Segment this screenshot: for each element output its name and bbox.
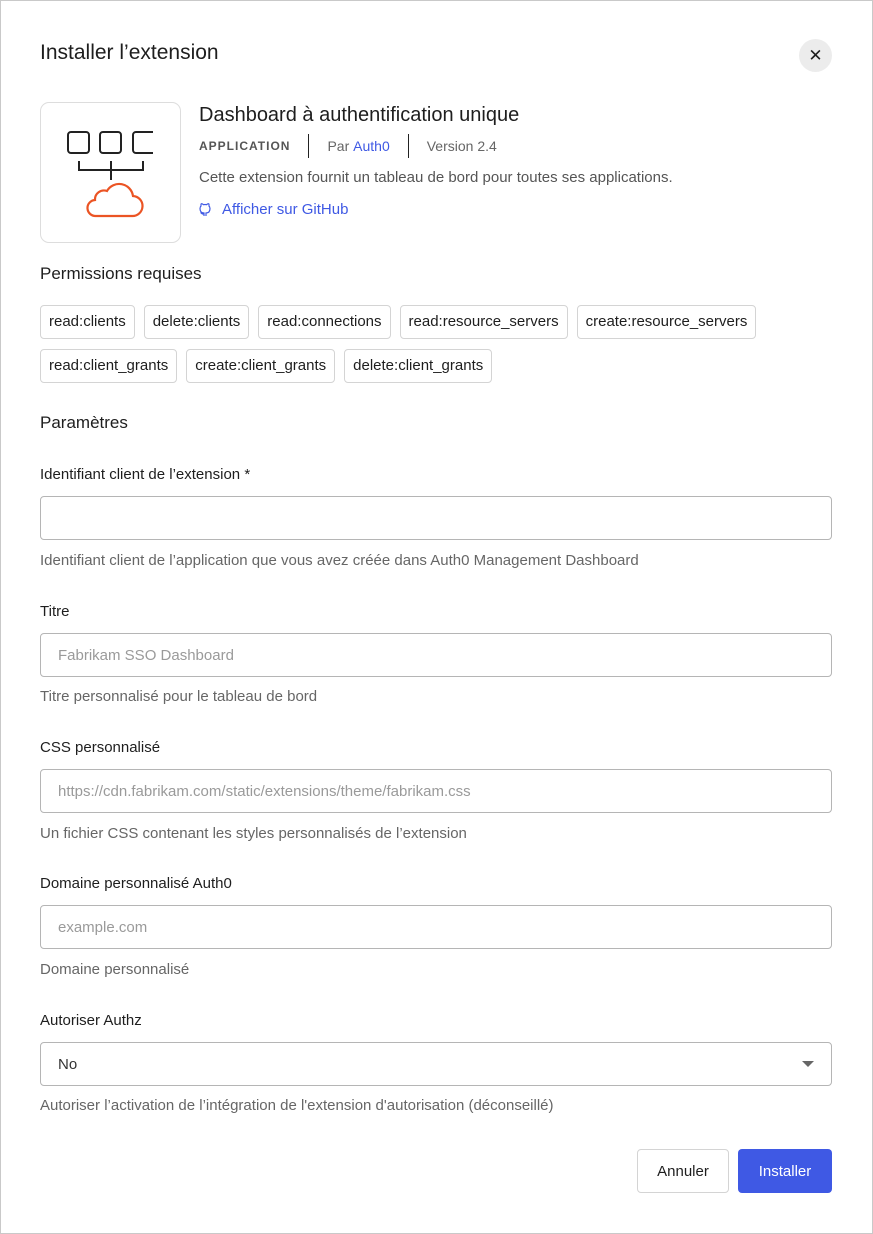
authz-select[interactable]	[40, 1042, 832, 1086]
css-help: Un fichier CSS contenant les styles personnalisés de l’extension	[40, 825, 467, 842]
cancel-button[interactable]: Annuler	[637, 1149, 729, 1193]
authz-help: Autoriser l’activation de l’intégration de l'extension d'autorisation (déconseillé)	[40, 1097, 554, 1114]
github-link-label: Afficher sur GitHub	[222, 201, 349, 218]
github-icon	[199, 202, 213, 217]
author-link[interactable]: Auth0	[353, 138, 390, 154]
css-input[interactable]	[40, 769, 832, 813]
divider	[408, 134, 409, 158]
extension-logo	[40, 102, 181, 243]
divider	[308, 134, 309, 158]
permission-chip: create:client_grants	[186, 349, 335, 383]
permission-chip: read:resource_servers	[400, 305, 568, 339]
title-label: Titre	[40, 603, 70, 620]
authz-selected-value: No	[58, 1055, 78, 1073]
extension-description: Cette extension fournit un tableau de bord pour toutes ses applications.	[199, 169, 673, 186]
permission-chip: read:client_grants	[40, 349, 177, 383]
dialog-title: Installer l’extension	[40, 41, 219, 64]
permission-chip: delete:clients	[144, 305, 250, 339]
extension-meta	[199, 134, 497, 158]
client-id-label-text: Identifiant client de l’extension	[40, 466, 241, 483]
close-icon: ✕	[808, 45, 823, 65]
extension-name: Dashboard à authentification unique	[199, 104, 520, 126]
client-id-help: Identifiant client de l’application que vous avez créée dans Auth0 Management Dashboard	[40, 552, 639, 569]
extension-version: Version 2.4	[426, 138, 497, 154]
authz-label: Autoriser Authz	[40, 1012, 142, 1029]
by-prefix: Par	[327, 138, 350, 154]
sso-dashboard-icon	[41, 103, 182, 244]
chevron-down-icon	[802, 1061, 814, 1067]
permission-chip: create:resource_servers	[577, 305, 757, 339]
close-button[interactable]	[799, 39, 832, 72]
install-button[interactable]: Installer	[738, 1149, 832, 1193]
permission-chip: read:connections	[258, 305, 390, 339]
domain-help: Domaine personnalisé	[40, 961, 190, 978]
required-marker: *	[244, 466, 251, 483]
permissions-list	[40, 305, 840, 383]
client-id-input[interactable]	[40, 496, 832, 540]
permission-chip: read:clients	[40, 305, 135, 339]
domain-input[interactable]	[40, 905, 832, 949]
github-link[interactable]	[199, 201, 348, 218]
domain-label: Domaine personnalisé Auth0	[40, 875, 232, 892]
title-help: Titre personnalisé pour le tableau de bord	[40, 688, 318, 705]
permissions-heading: Permissions requises	[40, 264, 202, 283]
css-label: CSS personnalisé	[40, 739, 161, 756]
extension-type: APPLICATION	[199, 139, 291, 153]
settings-heading: Paramètres	[40, 413, 128, 432]
permission-chip: delete:client_grants	[344, 349, 492, 383]
title-input[interactable]	[40, 633, 832, 677]
client-id-label	[40, 466, 250, 483]
